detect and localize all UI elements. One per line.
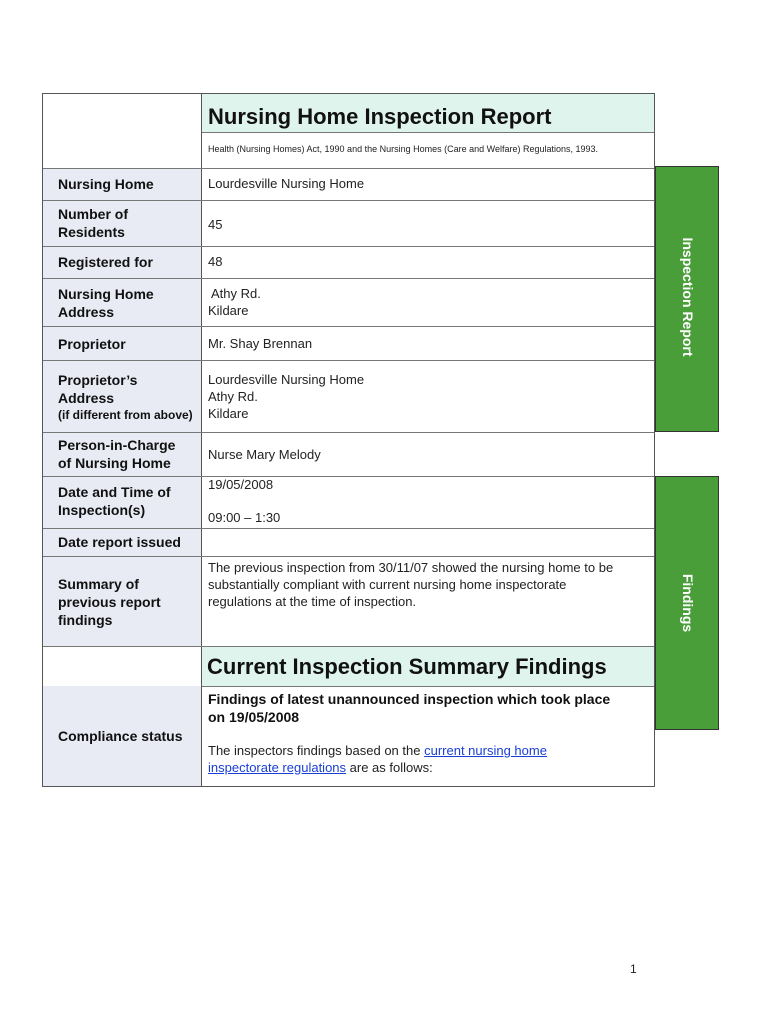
findings-tab-label: Findings	[680, 573, 696, 633]
row-divider	[43, 326, 654, 327]
proprietor-label: Proprietor	[58, 336, 126, 352]
row-divider	[43, 200, 654, 201]
person-in-charge-label: Person-in-Charge of Nursing Home	[58, 437, 176, 471]
row-divider	[202, 132, 654, 133]
previous-summary-label: Summary of previous report findings	[58, 576, 161, 628]
registered-label: Registered for	[58, 254, 153, 270]
column-divider	[201, 94, 202, 786]
compliance-status-label: Compliance status	[58, 728, 183, 744]
legislation-subtitle: Health (Nursing Homes) Act, 1990 and the Nursing Homes (Care and Welfare) Regulations, 1993.	[208, 144, 599, 154]
residents-label: Number of Residents	[58, 206, 128, 240]
row-divider	[43, 556, 654, 557]
proprietor-value: Mr. Shay Brennan	[208, 336, 313, 351]
row-divider	[43, 246, 654, 247]
inspection-report-tab[interactable]	[655, 166, 719, 432]
row-divider	[43, 278, 654, 279]
row-divider	[43, 476, 654, 477]
row-divider	[202, 686, 654, 687]
latest-findings-heading: Findings of latest unannounced inspection which took place on 19/05/2008	[208, 691, 611, 725]
inspection-date-label: Date and Time of Inspection(s)	[58, 484, 171, 518]
inspection-time-value: 09:00 – 1:30	[208, 510, 281, 525]
page-number: 1	[630, 962, 637, 976]
date-issued-label: Date report issued	[58, 534, 181, 550]
findings-tab[interactable]	[655, 476, 719, 730]
previous-summary-value: The previous inspection from 30/11/07 showed the nursing home to be substantially compliant with current nursing home inspectorate regulations at the time of inspection.	[208, 560, 614, 609]
address-label: Nursing Home Address	[58, 286, 154, 320]
current-summary-title: Current Inspection Summary Findings	[207, 654, 607, 679]
proprietor-address-value: Lourdesville Nursing Home Athy Rd. Kildare	[208, 372, 365, 421]
person-in-charge-value: Nurse Mary Melody	[208, 447, 321, 462]
regulations-link[interactable]: current nursing home	[424, 743, 547, 758]
inspection-date-value: 19/05/2008	[208, 477, 274, 492]
row-divider	[43, 168, 654, 169]
row-divider	[43, 360, 654, 361]
residents-value: 45	[208, 217, 223, 232]
row-divider	[43, 432, 654, 433]
findings-intro: The inspectors findings based on the current nursing home inspectorate regulations are as follows:	[208, 743, 547, 775]
inspection-report-tab-label: Inspection Report	[680, 237, 696, 357]
regulations-link-continued[interactable]: inspectorate regulations	[208, 760, 347, 775]
row-divider	[43, 528, 654, 529]
nursing-home-label: Nursing Home	[58, 176, 154, 192]
proprietor-address-label: Proprietor’s Address (if different from above)	[58, 372, 193, 422]
page-title: Nursing Home Inspection Report	[208, 104, 552, 129]
registered-value: 48	[208, 254, 223, 269]
row-divider	[43, 646, 654, 647]
nursing-home-value: Lourdesville Nursing Home	[208, 176, 365, 191]
address-value: Athy Rd. Kildare	[208, 286, 261, 318]
